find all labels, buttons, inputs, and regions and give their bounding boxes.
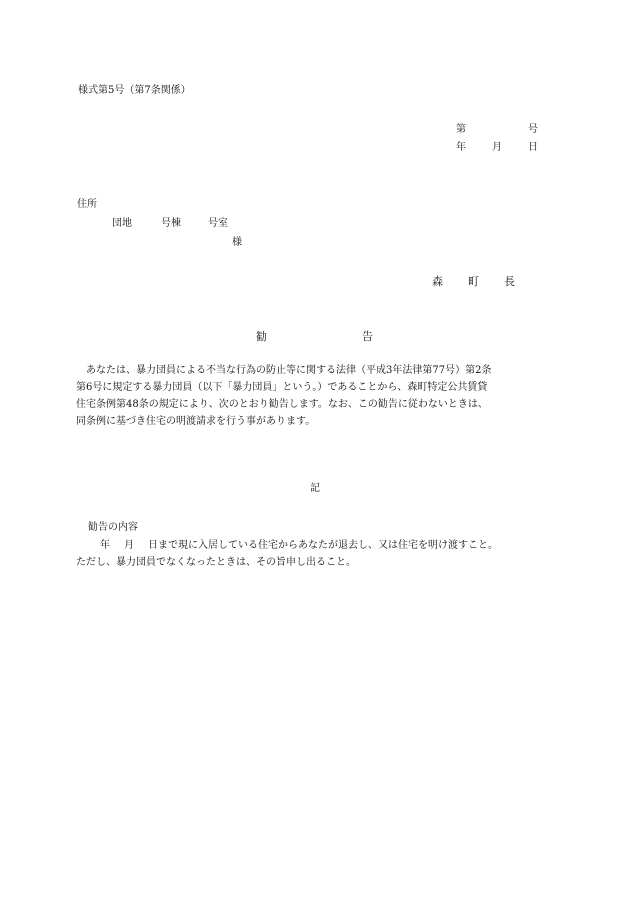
content-line1-year: 年	[100, 540, 110, 551]
sender-mori: 森	[432, 275, 443, 288]
address-goutou: 号棟	[161, 218, 181, 229]
date-day: 日	[528, 142, 538, 153]
body-line: 住宅条例第48条の規定により、次のとおり勧告します。なお、この勧告に従わないときは、	[76, 399, 488, 410]
address-goushitsu: 号室	[208, 218, 228, 229]
body-line: あなたは、暴力団員による不当な行為の防止等に関する法律（平成3年法律第77号）第2条	[76, 365, 492, 376]
content-line1-month: 月	[124, 540, 134, 551]
addressee-sama: 様	[232, 237, 242, 248]
doc-number-dai: 第	[456, 124, 466, 135]
doc-number-go: 号	[528, 124, 538, 135]
sender-machi: 町	[468, 275, 479, 288]
body-line: 第6号に規定する暴力団員（以下「暴力団員」という。）であることから、森町特定公共賃貸	[76, 382, 488, 393]
form-label: 様式第5号（第7条関係）	[78, 85, 191, 96]
body-line: 同条例に基づき住宅の明渡請求を行う事があります。	[76, 416, 316, 427]
content-line2: ただし、暴力団員でなくなったときは、その旨申し出ること。	[76, 557, 356, 568]
address-danchi: 団地	[112, 218, 132, 229]
content-heading: 勧告の内容	[88, 522, 138, 533]
date-month: 月	[492, 142, 502, 153]
ki-heading: 記	[310, 483, 320, 494]
document-title-kan: 勧	[256, 330, 267, 343]
body-paragraph	[76, 362, 556, 430]
address-label: 住所	[77, 199, 97, 210]
content-line1-rest: 日まで現に入居している住宅からあなたが退去し、又は住宅を明け渡すこと。	[148, 540, 498, 551]
date-year: 年	[456, 142, 466, 153]
sender-chou: 長	[504, 275, 515, 288]
document-title-koku: 告	[362, 330, 373, 343]
